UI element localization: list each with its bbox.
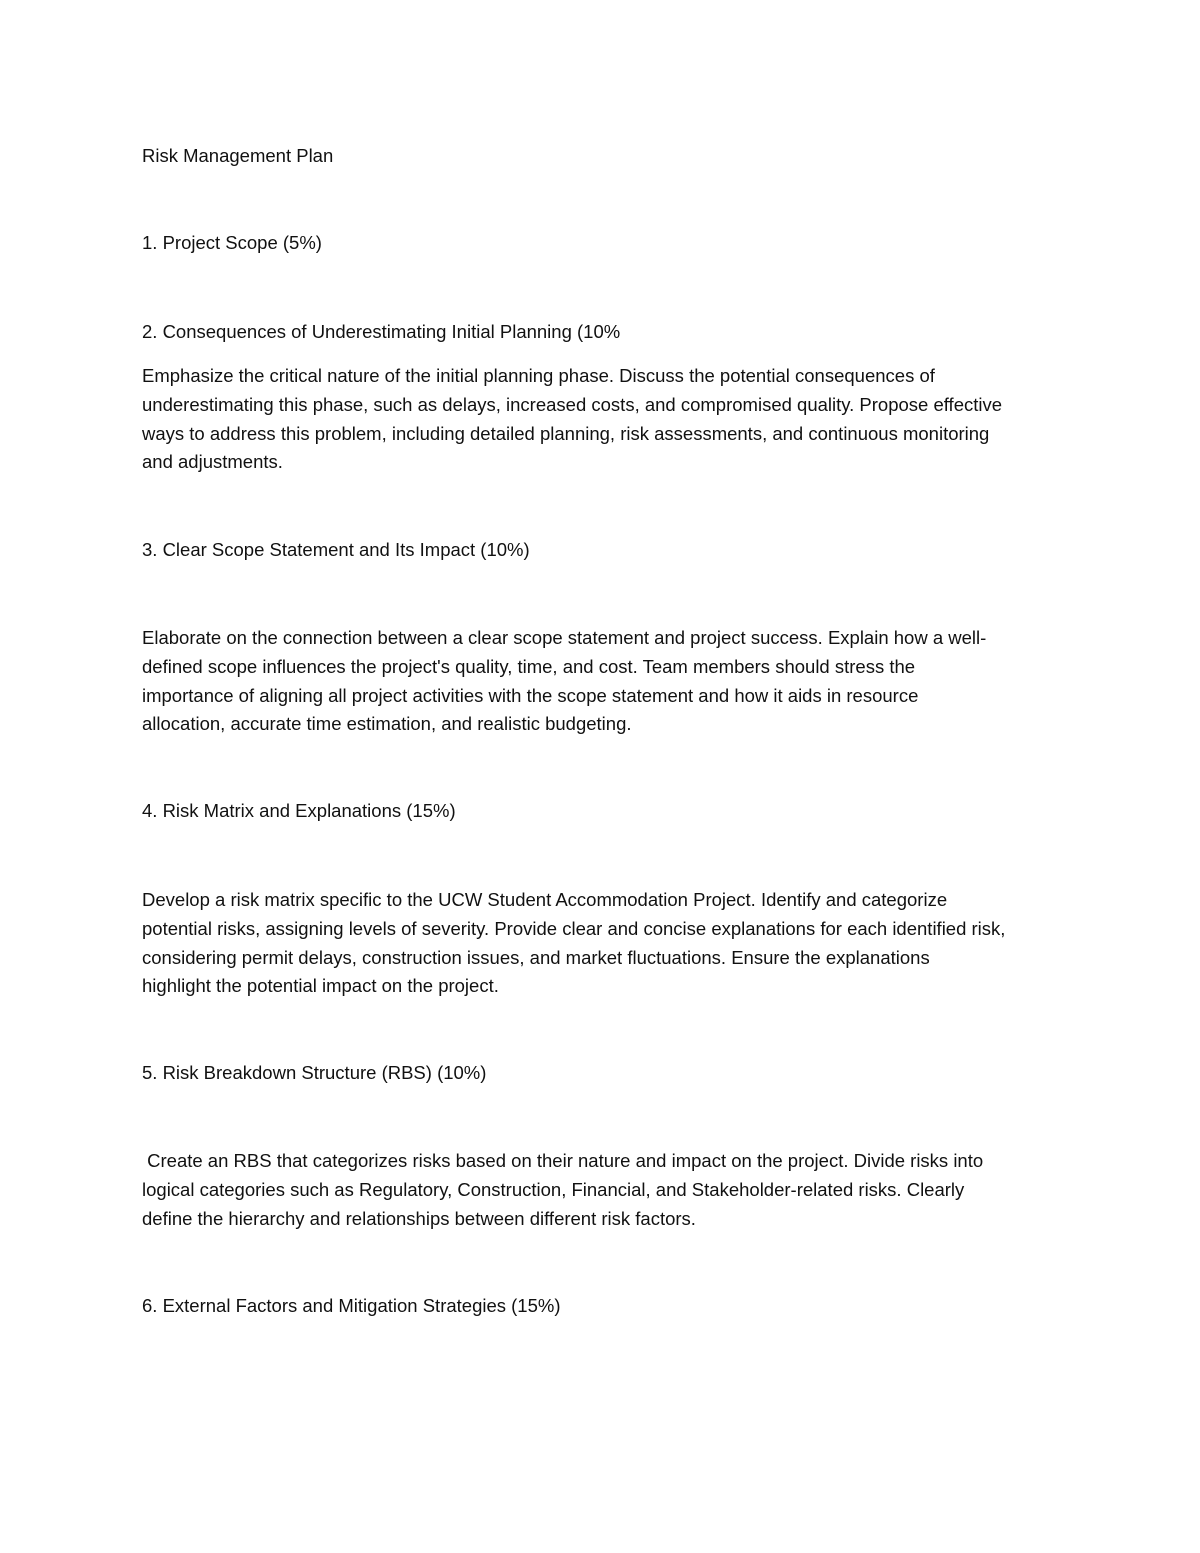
body-line: logical categories such as Regulatory, Construction, Financial, and Stakeholder-related risks. Clearly <box>142 1178 965 1200</box>
body-line: and adjustments. <box>142 451 283 473</box>
section-heading-6: 6. External Factors and Mitigation Strategies (15%) <box>142 1295 561 1316</box>
body-line: Develop a risk matrix specific to the UCW Student Accommodation Project. Identify and categorize <box>142 889 948 910</box>
body-line: importance of aligning all project activities with the scope statement and how it aids in resource <box>142 684 919 706</box>
body-line: define the hierarchy and relationships between different risk factors. <box>142 1207 696 1229</box>
body-line: considering permit delays, construction issues, and market fluctuations. Ensure the explanations <box>142 946 930 968</box>
document-title: Risk Management Plan <box>142 145 334 166</box>
body-line: allocation, accurate time estimation, and realistic budgeting. <box>142 713 632 735</box>
section-heading-5: 5. Risk Breakdown Structure (RBS) (10%) <box>142 1062 487 1083</box>
body-line: potential risks, assigning levels of severity. Provide clear and concise explanations for each identified risk, <box>142 917 1006 939</box>
section-body-2 <box>142 362 1072 477</box>
section-heading-3: 3. Clear Scope Statement and Its Impact (10%) <box>142 539 530 560</box>
body-line: Elaborate on the connection between a clear scope statement and project success. Explain how a well- <box>142 627 987 648</box>
section-body-4 <box>142 886 1072 1001</box>
section-heading-4: 4. Risk Matrix and Explanations (15%) <box>142 800 456 821</box>
section-body-5 <box>142 1147 1072 1233</box>
body-line: underestimating this phase, such as delays, increased costs, and compromised quality. Propose effective <box>142 393 1003 415</box>
section-heading-2: 2. Consequences of Underestimating Initial Planning (10% <box>142 321 621 342</box>
section-heading-1: 1. Project Scope (5%) <box>142 232 322 253</box>
body-line: Emphasize the critical nature of the initial planning phase. Discuss the potential consequences of <box>142 365 935 386</box>
body-line: ways to address this problem, including detailed planning, risk assessments, and continuous monitoring <box>142 422 990 444</box>
body-line: Create an RBS that categorizes risks based on their nature and impact on the project. Divide risks into <box>142 1150 984 1171</box>
section-body-3 <box>142 624 1072 739</box>
body-line: highlight the potential impact on the project. <box>142 975 499 997</box>
body-line: defined scope influences the project's quality, time, and cost. Team members should stress the <box>142 655 916 677</box>
